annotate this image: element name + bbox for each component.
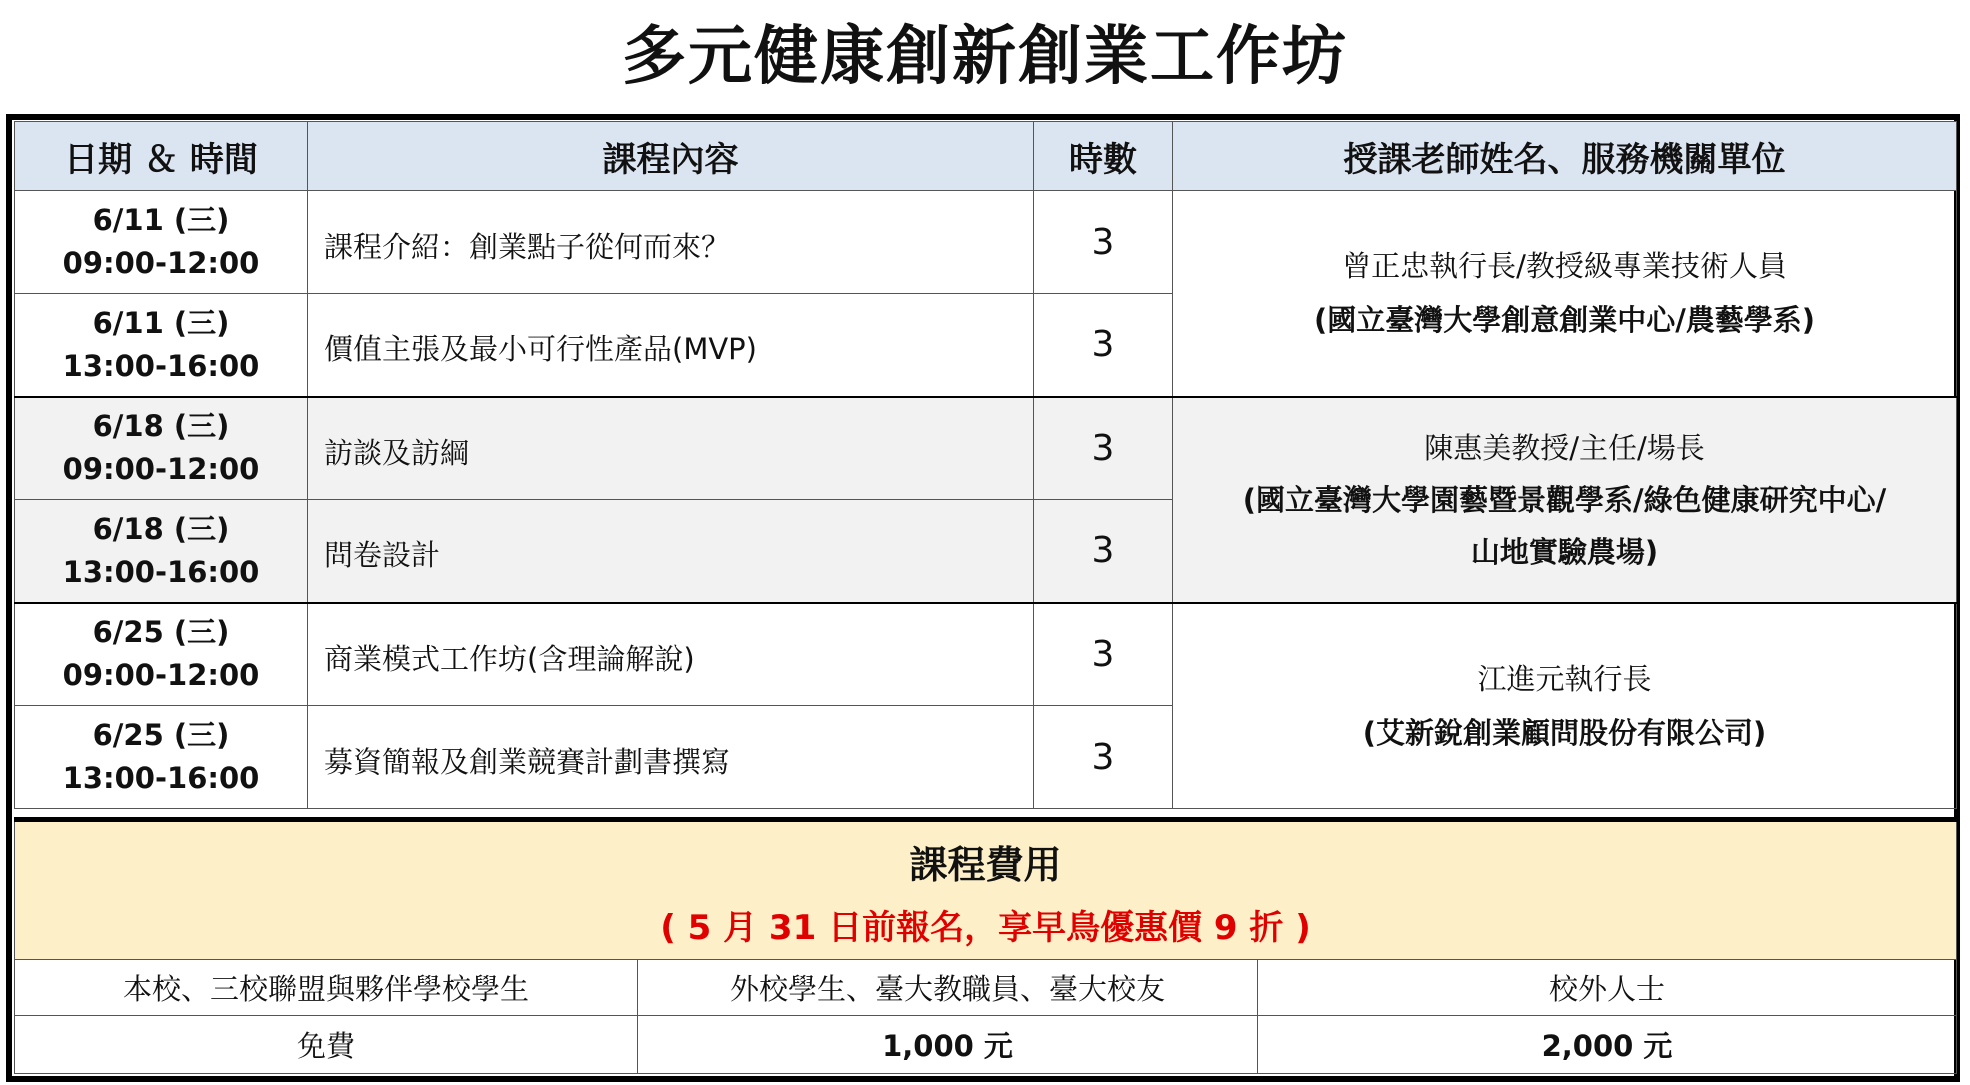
teacher-name: 江進元執行長 bbox=[1477, 661, 1652, 696]
date-cell bbox=[15, 706, 308, 809]
hours-cell: 3 bbox=[1034, 603, 1173, 706]
header-teacher: 授課老師姓名、服務機關單位 bbox=[1173, 122, 1957, 191]
date-cell bbox=[15, 397, 308, 500]
header-hours: 時數 bbox=[1034, 122, 1173, 191]
fee-category: 外校學生、臺大教職員、臺大校友 bbox=[638, 960, 1258, 1016]
teacher-cell bbox=[1173, 397, 1957, 603]
date-cell bbox=[15, 603, 308, 706]
session-date: 6/11 (三) bbox=[92, 305, 230, 340]
session-date: 6/18 (三) bbox=[92, 511, 230, 546]
topic-cell: 商業模式工作坊(含理論解說) bbox=[308, 603, 1034, 706]
session-date: 6/18 (三) bbox=[92, 409, 230, 444]
session-time: 13:00-16:00 bbox=[62, 348, 260, 383]
topic-cell: 訪談及訪綱 bbox=[308, 397, 1034, 500]
topic-cell: 募資簡報及創業競賽計劃書撰寫 bbox=[308, 706, 1034, 809]
teacher-name: 陳惠美教授/主任/場長 bbox=[1424, 430, 1705, 465]
fee-price: 1,000 元 bbox=[638, 1016, 1258, 1074]
teacher-org: (艾新銳創業顧問股份有限公司) bbox=[1362, 715, 1767, 750]
table-header-row bbox=[15, 122, 1957, 191]
fee-table bbox=[14, 817, 1957, 1074]
hours-cell: 3 bbox=[1034, 706, 1173, 809]
fee-category-row bbox=[15, 960, 1957, 1016]
date-cell bbox=[15, 500, 308, 603]
session-date: 6/25 (三) bbox=[92, 615, 230, 650]
hours-cell: 3 bbox=[1034, 294, 1173, 397]
hours-cell: 3 bbox=[1034, 500, 1173, 603]
topic-cell: 價值主張及最小可行性產品(MVP) bbox=[308, 294, 1034, 397]
teacher-name: 曾正忠執行長/教授級專業技術人員 bbox=[1342, 249, 1787, 284]
table-row bbox=[15, 603, 1957, 706]
hours-cell: 3 bbox=[1034, 397, 1173, 500]
teacher-cell bbox=[1173, 191, 1957, 397]
fee-price: 2,000 元 bbox=[1258, 1016, 1957, 1074]
hours-cell: 3 bbox=[1034, 191, 1173, 294]
date-cell bbox=[15, 191, 308, 294]
header-content: 課程內容 bbox=[308, 122, 1034, 191]
table-row bbox=[15, 397, 1957, 500]
fee-price: 免費 bbox=[15, 1016, 638, 1074]
early-bird-note: ( 5 月 31 日前報名，享早鳥優惠價 9 折 ) bbox=[660, 907, 1311, 948]
schedule-table bbox=[14, 121, 1957, 809]
session-time: 09:00-12:00 bbox=[62, 658, 260, 693]
session-date: 6/11 (三) bbox=[92, 203, 230, 237]
session-time: 09:00-12:00 bbox=[62, 452, 260, 487]
fee-category: 校外人士 bbox=[1258, 960, 1957, 1016]
teacher-org: (國立臺灣大學園藝暨景觀學系/綠色健康研究中心/ bbox=[1242, 482, 1887, 517]
fee-title: 課程費用 bbox=[909, 842, 1062, 887]
table-row bbox=[15, 191, 1957, 294]
date-cell bbox=[15, 294, 308, 397]
fee-category: 本校、三校聯盟與夥伴學校學生 bbox=[15, 960, 638, 1016]
session-time: 13:00-16:00 bbox=[62, 761, 260, 795]
session-time: 13:00-16:00 bbox=[62, 554, 260, 589]
header-date: 日期 ＆ 時間 bbox=[15, 122, 308, 191]
topic-cell: 問卷設計 bbox=[308, 500, 1034, 603]
fee-price-row bbox=[15, 1016, 1957, 1074]
teacher-cell bbox=[1173, 603, 1957, 809]
teacher-org: (國立臺灣大學創意創業中心/農藝學系) bbox=[1313, 303, 1816, 338]
teacher-org-line2: 山地實驗農場) bbox=[1470, 534, 1659, 569]
session-time: 09:00-12:00 bbox=[62, 246, 260, 280]
page-title: 多元健康創新創業工作坊 bbox=[622, 20, 1348, 94]
session-date: 6/25 (三) bbox=[92, 718, 230, 752]
topic-cell: 課程介紹：創業點子從何而來？ bbox=[308, 191, 1034, 294]
fee-header-cell bbox=[15, 820, 1957, 960]
